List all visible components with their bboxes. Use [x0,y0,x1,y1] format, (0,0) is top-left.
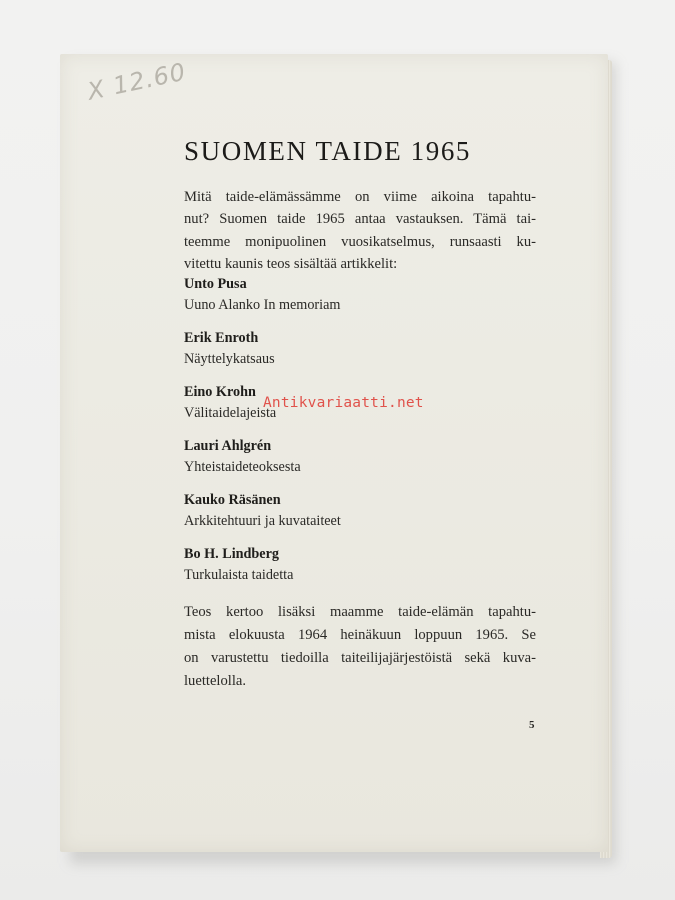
article-item [184,544,341,598]
book-title: SUOMEN TAIDE 1965 [184,136,472,166]
watermark-text: Antikvariaatti.net [263,395,424,411]
closing-paragraph [184,601,536,693]
intro-line: Mitä taide-elämässämme on viime aikoina tapahtu- [184,189,536,205]
article-author: Kauko Räsänen [184,492,281,508]
closing-line: luettelolla. [184,673,247,689]
article-author: Bo H. Lindberg [184,546,279,562]
article-title: Yhteistaideteoksesta [184,459,301,475]
article-item [184,274,341,328]
intro-line: nut? Suomen taide 1965 antaa vastauksen. Tämä tai- [184,211,536,228]
page-number: 5 [529,719,535,731]
article-title: Turkulaista taidetta [184,567,294,583]
article-list [184,274,341,598]
article-title: Uuno Alanko In memoriam [184,297,341,313]
closing-line: on varustettu tiedoilla taiteilijajärjestöistä sekä kuva- [184,650,536,666]
article-item [184,328,341,382]
article-title: Arkkitehtuuri ja kuvataiteet [184,513,341,529]
article-item [184,490,341,544]
closing-line: mista elokuusta 1964 heinäkuun loppuun 1965. Se [184,627,536,643]
intro-line: teemme monipuolinen vuosikatselmus, runsaasti ku- [184,233,536,250]
article-item [184,436,341,490]
article-author: Lauri Ahlgrén [184,438,272,454]
intro-paragraph [184,186,536,276]
article-author: Erik Enroth [184,330,259,346]
article-title: Näyttelykatsaus [184,351,275,367]
intro-line: vitettu kaunis teos sisältää artikkelit: [184,256,398,273]
article-author: Eino Krohn [184,384,256,400]
article-title: Välitaidelajeista [184,405,277,421]
pencil-price-note: X 12.60 [85,57,189,106]
closing-line: Teos kertoo lisäksi maamme taide-elämän tapahtu- [184,604,536,620]
article-author: Unto Pusa [184,276,247,292]
